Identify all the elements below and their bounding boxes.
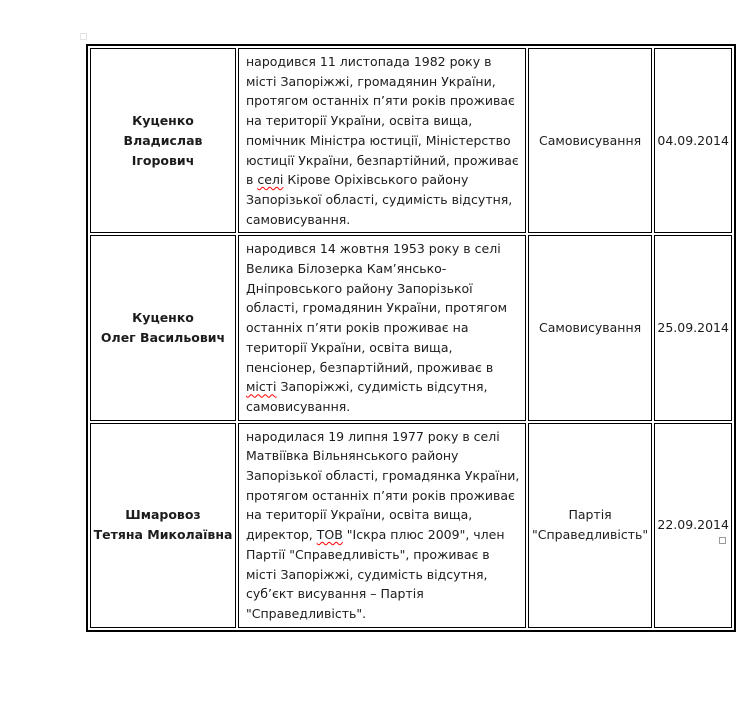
table-move-handle[interactable] <box>80 33 87 40</box>
misspelled-word: ТОВ <box>316 527 343 543</box>
candidate-surname: Куценко <box>132 113 194 129</box>
registration-date-cell: 22.09.2014 <box>654 423 732 628</box>
nomination-cell: Партія "Справедливість" <box>528 423 652 628</box>
nomination-cell: Самовисування <box>528 48 652 233</box>
registration-date-cell: 04.09.2014 <box>654 48 732 233</box>
candidate-name-cell <box>90 423 236 628</box>
table-resize-handle[interactable] <box>719 537 726 544</box>
table-row <box>90 423 732 628</box>
candidate-given-names: Владислав Ігорович <box>123 132 203 168</box>
candidate-name-cell <box>90 48 236 233</box>
candidates-table <box>86 44 736 632</box>
bio-text: Кірове Оріхівського району Запорізької області, судимість відсутня, самовисування. <box>246 172 513 227</box>
candidate-surname: Шмаровоз <box>125 507 201 523</box>
candidate-bio-cell <box>238 423 526 628</box>
registration-date-cell: 25.09.2014 <box>654 235 732 420</box>
bio-text: "Іскра плюс 2009", член Партії "Справедливість", проживає в місті Запоріжжі, судимість відсутня, суб’єкт висування – Партія "Справедливість". <box>246 527 505 621</box>
bio-text: народився 14 жовтня 1953 року в селі Велика Білозерка Кам’янсько-Дніпровського району Запорізької області, громадянин України, протягом останніх п’яти років проживає на території України, освіта вища, пенсіонер, безпартійний, проживає в <box>246 241 508 375</box>
misspelled-word: селі <box>257 172 284 188</box>
misspelled-word: місті <box>246 379 277 395</box>
table-row <box>90 235 732 420</box>
candidate-given-names: Олег Васильович <box>100 329 226 345</box>
table-row <box>90 48 732 233</box>
bio-text: Запоріжжі, судимість відсутня, самовисування. <box>246 379 488 414</box>
candidate-bio-cell <box>238 235 526 420</box>
candidate-bio-cell <box>238 48 526 233</box>
nomination-cell: Самовисування <box>528 235 652 420</box>
candidate-name-cell <box>90 235 236 420</box>
bio-text: народився 11 листопада 1982 року в місті Запоріжжі, громадянин України, протягом останніх п’яти років проживає на території України, освіта вища, помічник Міністра юстиції, Міністерство юстиції України, безпартійний, проживає в <box>246 54 519 188</box>
bio-text: народилася 19 липня 1977 року в селі Матвіївка Вільнянського району Запорізької області, громадянка України, протягом останніх п’яти років проживає на території України, освіта вища, директор, <box>246 428 520 543</box>
candidate-surname: Куценко <box>132 310 194 326</box>
candidate-given-names: Тетяна Миколаївна <box>93 527 233 543</box>
